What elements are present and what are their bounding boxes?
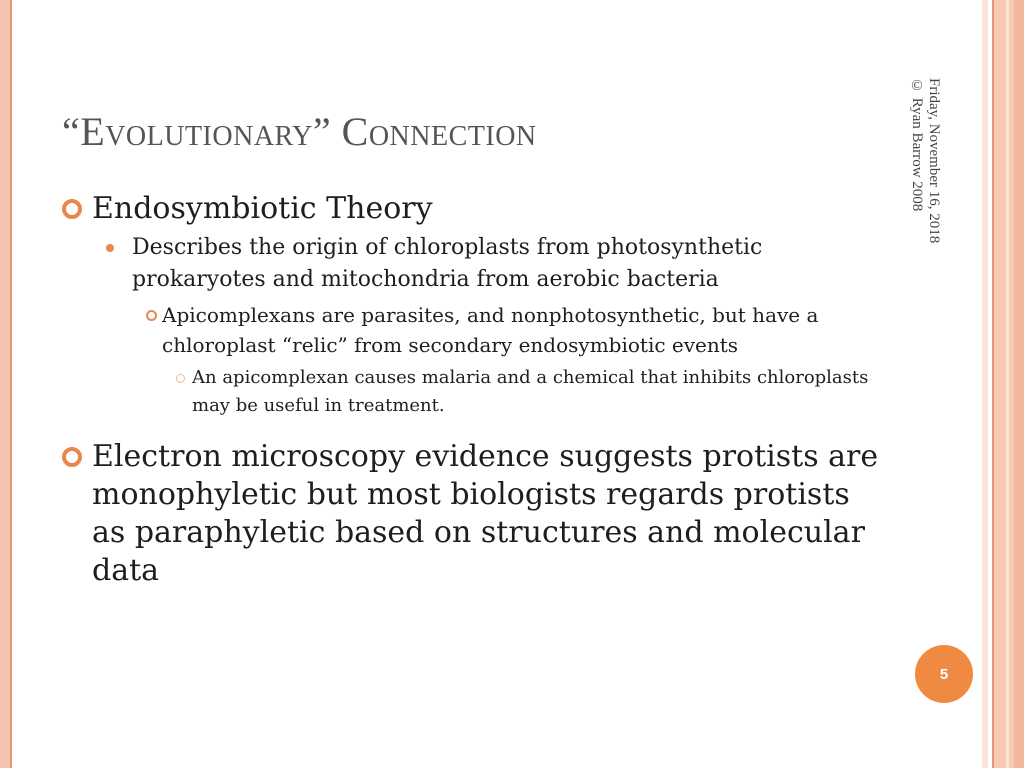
right-decorative-stripe <box>1006 0 1009 768</box>
bullet-level-3 <box>62 300 882 360</box>
bullet-text: Endosymbiotic Theory <box>92 191 433 226</box>
bullet-level-4 <box>62 364 882 420</box>
ring-bullet-icon <box>62 199 82 219</box>
dot-bullet-icon <box>106 244 114 252</box>
bullet-text: Apicomplexans are parasites, and nonphotosynthetic, but have a chloroplast “relic” from secondary endosymbiotic events <box>162 303 819 357</box>
side-date: Friday, November 16, 2018 <box>926 78 942 244</box>
right-decorative-stripe <box>982 0 988 768</box>
page-number: 5 <box>939 665 949 683</box>
light-ring-bullet-icon <box>176 374 185 383</box>
small-ring-bullet-icon <box>146 310 157 321</box>
slide-title: “Evolutionary” Connection <box>62 109 537 154</box>
bullet-level-1 <box>62 190 882 228</box>
copyright: © Ryan Barrow 2008 <box>909 78 925 212</box>
bullet-text: Electron microscopy evidence suggests protists are monophyletic but most biologists regards protists as paraphyletic based on structures and molecular data <box>92 439 879 588</box>
bullet-text: Describes the origin of chloroplasts from photosynthetic prokaryotes and mitochondria from aerobic bacteria <box>132 235 763 292</box>
side-footer <box>908 78 942 438</box>
page-number-badge <box>915 645 973 703</box>
right-decorative-stripe <box>1014 0 1024 768</box>
bullet-level-1 <box>62 438 882 590</box>
left-decorative-bar <box>0 0 10 768</box>
ring-bullet-icon <box>62 447 82 467</box>
left-decorative-line <box>10 0 12 768</box>
bullet-text: An apicomplexan causes malaria and a chemical that inhibits chloroplasts may be useful in treatment. <box>192 367 869 416</box>
slide-content <box>62 190 882 590</box>
bullet-level-2 <box>62 232 882 296</box>
